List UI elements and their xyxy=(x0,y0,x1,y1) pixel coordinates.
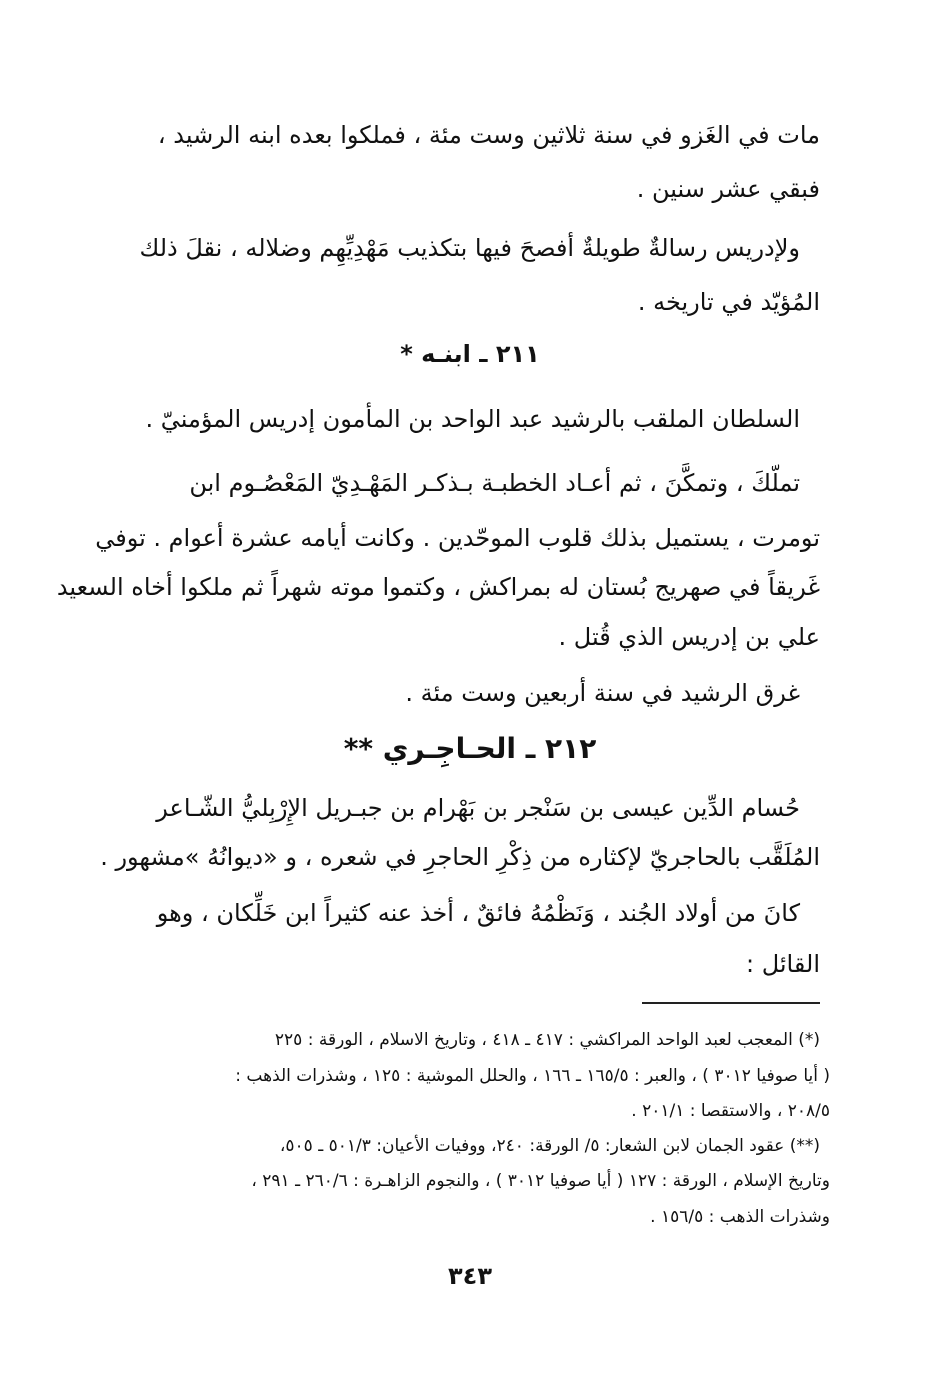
paragraph-line: تملّكَ ، وتمكَّنَ ، ثم أعـاد الخطبـة بـذكـر المَهْـدِيّ المَعْصُـوم ابن xyxy=(189,469,800,497)
footnote-line: ٢٠٨/٥ ، والاستقصا : ٢٠١/١ . xyxy=(631,1101,830,1121)
page-number: ٣٤٣ xyxy=(448,1262,492,1290)
paragraph-line: علي بن إدريس الذي قُتل . xyxy=(558,623,820,651)
footnote-line: ( أيا صوفيا ٣٠١٢ ) ، والعبر : ١٦٥/٥ ـ ١٦٦ ، والحلل الموشية : ١٢٥ ، وشذرات الذهب : xyxy=(235,1066,830,1086)
paragraph-line: تومرت ، يستميل بذلك قلوب الموحّدين . وكانت أيامه عشرة أعوام . توفي xyxy=(95,524,820,552)
footnote-line: (**) عقود الجمان لابن الشعار: ٥/ الورقة: ٢٤٠، ووفيات الأعيان: ٥٠١/٣ ـ ٥٠٥، xyxy=(279,1136,820,1156)
paragraph-line: كانَ من أولاد الجُند ، وَنَظْمُهُ فائقٌ ، أخذ عنه كثيراً ابن خَلِّكان ، وهو xyxy=(156,899,800,927)
paragraph-line: المُؤيّد في تاريخه . xyxy=(637,288,820,316)
footnote-line: وشذرات الذهب : ١٥٦/٥ . xyxy=(650,1207,830,1227)
paragraph-line: السلطان الملقب بالرشيد عبد الواحد بن المأمون إدريس المؤمنيّ . xyxy=(145,405,800,433)
paragraph-line: غَريقاً في صهريج بُستان له بمراكش ، وكتموا موته شهراً ثم ملكوا أخاه السعيد xyxy=(56,573,820,601)
section-heading-212: ٢١٢ ـ الحـاجِـري ** xyxy=(343,732,597,765)
paragraph-line: غرق الرشيد في سنة أربعين وست مئة . xyxy=(405,679,800,707)
section-heading-211: ٢١١ ـ ابنـه * xyxy=(400,340,540,368)
footnote-line: (*) المعجب لعبد الواحد المراكشي : ٤١٧ ـ ٤١٨ ، وتاريخ الاسلام ، الورقة : ٢٢٥ xyxy=(274,1030,820,1050)
paragraph-line: فبقي عشر سنين . xyxy=(636,175,820,203)
footnote-separator xyxy=(642,1002,820,1004)
paragraph-line: المُلَقَّب بالحاجريّ لإكثاره من ذِكْرِ الحاجرِ في شعره ، و «ديوانُهُ »مشهور . xyxy=(100,843,820,871)
paragraph-line: مات في الغَزو في سنة ثلاثين وست مئة ، فملكوا بعده ابنه الرشيد ، xyxy=(157,121,820,149)
footnote-line: وتاريخ الإسلام ، الورقة : ١٢٧ ( أيا صوفيا ٣٠١٢ ) ، والنجوم الزاهـرة : ٢٦٠/٦ ـ ٢٩١ ، xyxy=(251,1171,830,1191)
paragraph-line: حُسام الدِّين عيسى بن سَنْجر بن بَهْرام بن جبـريل الإِرْبِليُّ الشّـاعر xyxy=(156,794,800,822)
paragraph-line: القائل : xyxy=(745,950,820,978)
paragraph-line: ولإدريس رسالةٌ طويلةٌ أفصحَ فيها بتكذيب مَهْدِيِّهِم وضلاله ، نقلَ ذلك xyxy=(139,234,800,262)
